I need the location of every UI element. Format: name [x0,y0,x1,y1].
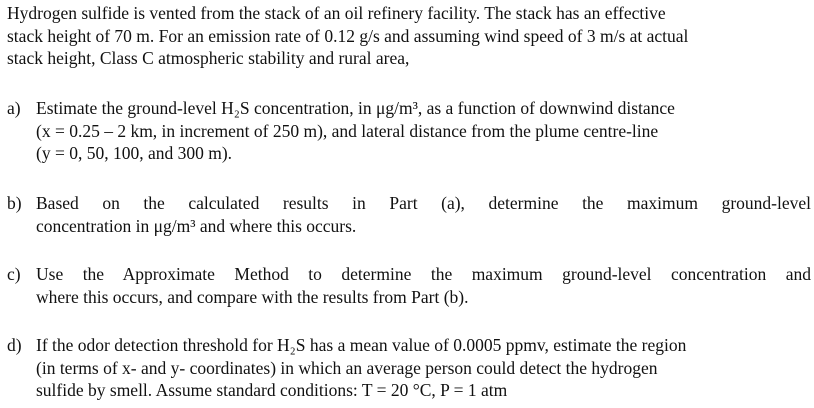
part-a [7,97,811,165]
part-d-line-1: If the odor detection threshold for H₂S has a mean value of 0.0005 ppmv, estimate the region [36,335,687,355]
intro-line-1: Hydrogen sulfide is vented from the stack of an oil refinery facility. The stack has an effective [7,3,666,23]
part-d [7,334,811,402]
part-d-text [36,334,811,402]
part-d-line-3: sulfide by smell. Assume standard conditions: T = 20 °C, P = 1 atm [36,380,508,400]
part-c [7,263,811,308]
part-b-line-1: Based on the calculated results in Part (a), determine the maximum ground-level [36,193,811,213]
part-b-text [36,192,811,237]
intro-line-3: stack height, Class C atmospheric stability and rural area, [7,48,410,68]
part-a-label: a) [7,98,21,118]
part-a-line-3: (y = 0, 50, 100, and 300 m). [36,143,233,163]
part-a-line-1: Estimate the ground-level H₂S concentration, in μg/m³, as a function of downwind distance [36,98,675,118]
intro-line-2: stack height of 70 m. For an emission rate of 0.12 g/s and assuming wind speed of 3 m/s at actual [7,25,689,46]
part-a-text [36,97,811,165]
part-d-line-2: (in terms of x- and y- coordinates) in which an average person could detect the hydrogen [36,357,658,378]
part-d-label: d) [7,335,22,355]
part-b-line-2: concentration in μg/m³ and where this occurs. [36,215,357,236]
part-c-line-2: where this occurs, and compare with the results from Part (b). [36,286,469,307]
part-b-label: b) [7,193,22,213]
part-c-label: c) [7,264,21,284]
problem-intro [7,2,811,70]
part-b [7,192,811,237]
part-a-line-2: (x = 0.25 – 2 km, in increment of 250 m), and lateral distance from the plume centre-line [36,120,659,141]
part-c-text [36,263,811,308]
part-c-line-1: Use the Approximate Method to determine the maximum ground-level concentration and [36,264,811,284]
